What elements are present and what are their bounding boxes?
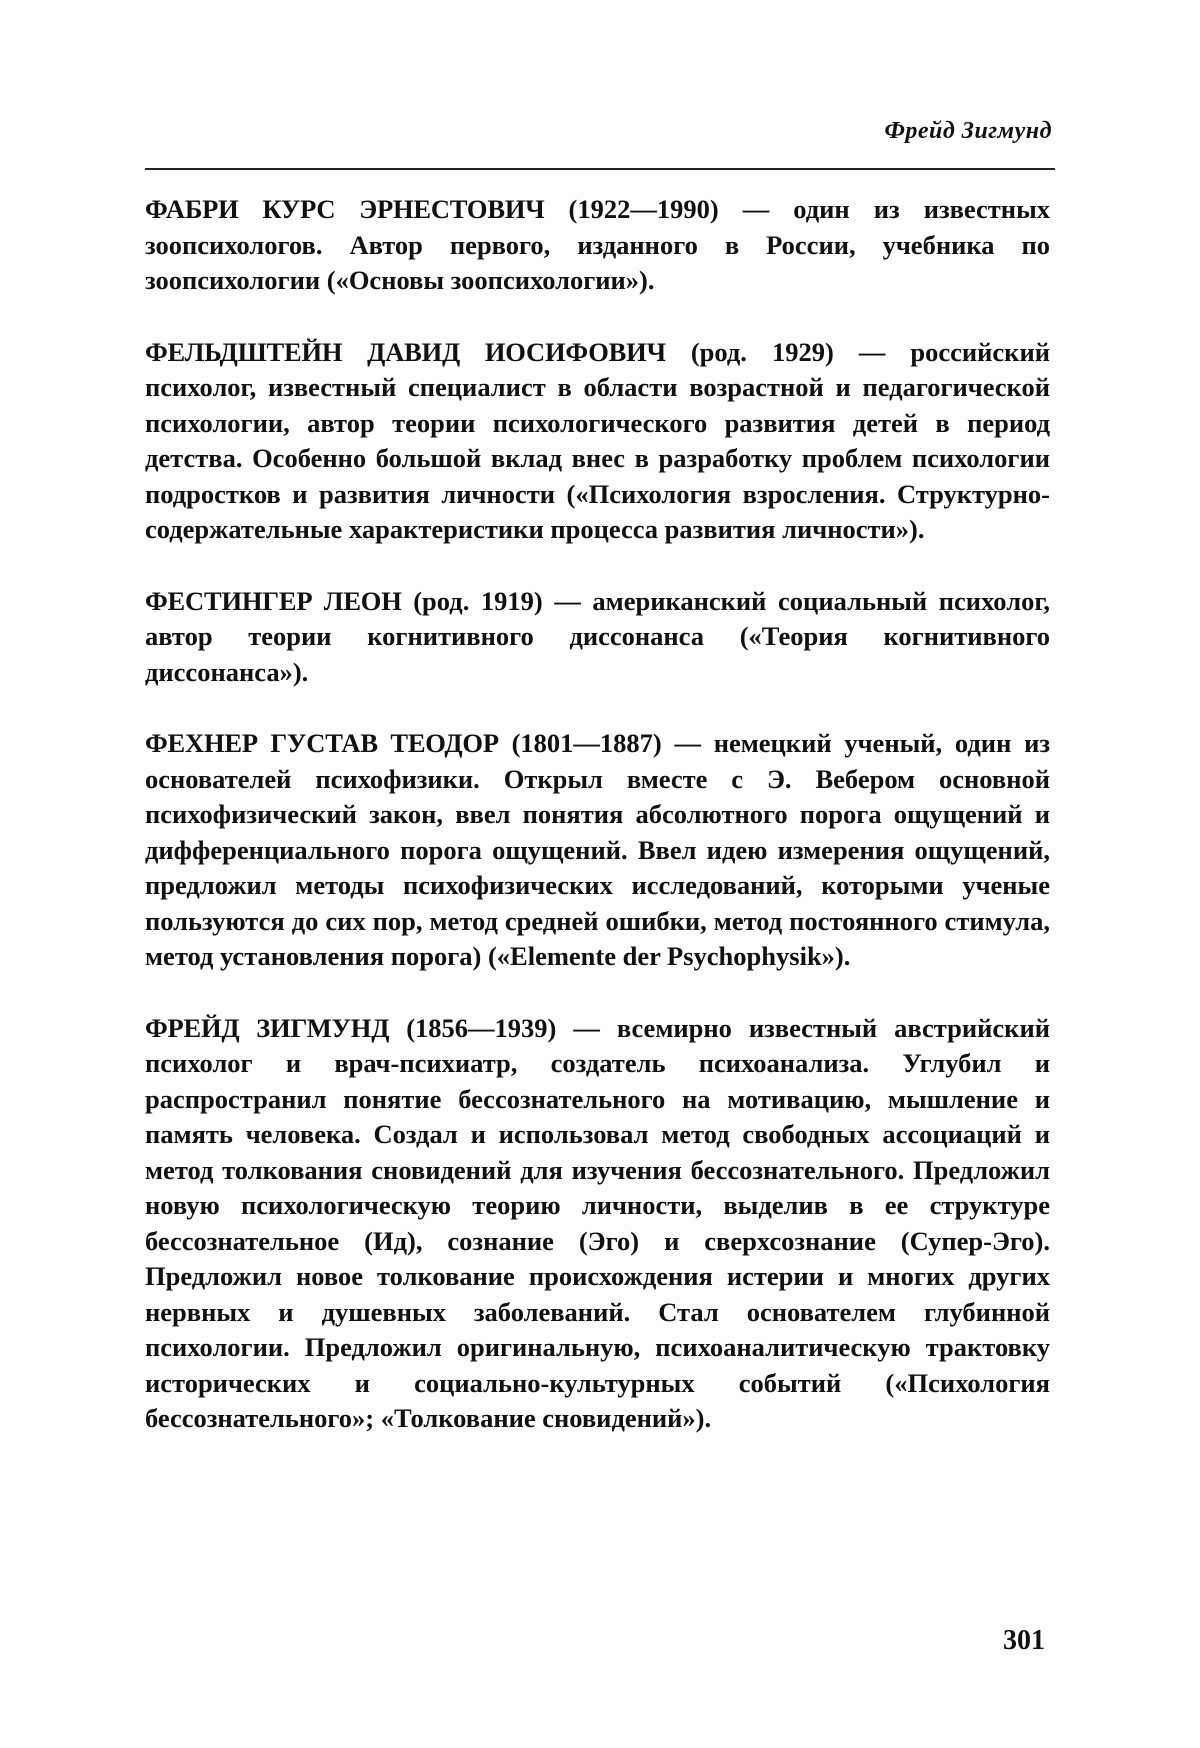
entry-text: — немецкий ученый, один из основателей психофизики. Открыл вместе с Э. Вебером основной психофизический закон, ввел понятия абсолютного порога ощущений и дифференциального порога ощущений. Ввел идею измерения ощущений, предложил методы психофизических исследований, которыми ученые пользуются до сих пор, метод средней ошибки, метод постоянного стимула, метод установления порога) («Elemente der Psychophysik»). <box>145 728 1050 971</box>
entry-dates: (род. 1929) <box>666 337 834 367</box>
entry-text: — всемирно известный австрийский психолог и врач-психиатр, создатель психоанализа. Углубил и распространил понятие бессознательного на мотивацию, мышление и память человека. Создал и использовал метод свободных ассоциаций и метод толкования сновидений для изучения бессознательного. Предложил новую психологическую теорию личности, выделив в ее структуре бессознательное (Ид), сознание (Эго) и сверхсознание (Супер-Эго). Предложил новое толкование происхождения истерии и многих других нервных и душевных заболеваний. Стал основателем глубинной психологии. Предложил оригинальную, психоаналитическую трактовку исторических и социально-культурных событий («Психология бессознательного»; «Толкование сновидений»). <box>145 1013 1050 1434</box>
entry-name: ФЕСТИНГЕР ЛЕОН <box>145 586 402 616</box>
entry-dates: (1801—1887) <box>499 728 662 758</box>
entry-text: — американский социальный психолог, автор теории когнитивного диссонанса («Теория когнитивного диссонанса»). <box>145 586 1050 687</box>
dictionary-entry <box>145 584 1050 691</box>
entry-name: ФЕХНЕР ГУСТАВ ТЕОДОР <box>145 728 499 758</box>
entry-name: ФАБРИ КУРС ЭРНЕСТОВИЧ <box>145 194 544 224</box>
entry-text: — один из известных зоопсихологов. Автор первого, изданного в России, учебника по зоопсихологии («Основы зоопсихологии»). <box>145 194 1050 295</box>
dictionary-entry <box>145 335 1050 548</box>
entry-name: ФЕЛЬДШТЕЙН ДАВИД ИОСИФОВИЧ <box>145 337 666 367</box>
entry-dates: (1856—1939) <box>389 1013 556 1043</box>
dictionary-entry <box>145 1011 1050 1437</box>
dictionary-entry <box>145 192 1050 299</box>
entry-dates: (род. 1919) <box>402 586 543 616</box>
entry-dates: (1922—1990) <box>544 194 718 224</box>
entry-name: ФРЕЙД ЗИГМУНД <box>145 1013 389 1043</box>
book-page <box>0 0 1200 1748</box>
dictionary-entry <box>145 726 1050 975</box>
header-rule <box>145 168 1055 170</box>
dictionary-body <box>145 192 1050 1437</box>
entry-text: — российский психолог, известный специалист в области возрастной и педагогической психологии, автор теории психологического развития детей в период детства. Особенно большой вклад внес в разработку проблем психологии подростков и развития личности («Психология взросления. Структурно-содержательные характеристики процесса развития личности»). <box>145 337 1050 545</box>
running-head: Фрейд Зигмунд <box>884 118 1052 145</box>
page-number: 301 <box>1003 1625 1045 1657</box>
